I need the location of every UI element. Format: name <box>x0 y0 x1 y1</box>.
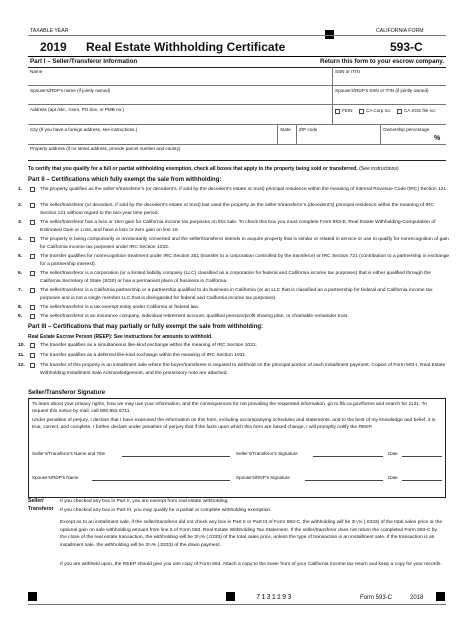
registration-mark-bottom-center <box>226 592 235 601</box>
ownership-field[interactable] <box>383 133 433 143</box>
spouse-ssn-label: Spouse’s/RDP’s SSN or ITIN (if jointly owned) <box>335 88 429 93</box>
certification-checkbox[interactable] <box>30 363 35 368</box>
part3-heading: Part III – Certifications that may partially or fully exempt the sale from withholding: <box>28 324 264 330</box>
item-text: The transfer qualifies as a simultaneous like-kind exchange within the meaning of IRC Section 1031. <box>40 343 257 348</box>
certification-checkbox[interactable] <box>30 220 35 225</box>
item-text: The seller/transferor is a California partnership or a partnership qualified to do business in California (or an LLC that is classified as a partnership for federal and California income tax purposes and is not a single member LLC that is disregarded for federal and California income tax purposes). <box>40 288 433 301</box>
col-divider <box>332 67 333 124</box>
item-number: 2. <box>18 203 23 208</box>
address-label: Address (apt./ste., room, PO box, or PMB no.) <box>30 107 124 112</box>
percent-sign: % <box>434 135 441 142</box>
certify-note-see: (See instructions) <box>359 166 399 172</box>
reep-note: Real Estate Escrow Person (REEP): See instructions for amounts to withhold. <box>28 334 213 340</box>
row-divider <box>28 124 446 125</box>
part2-heading: Part II – Certifications which fully exempt the sale from withholding: <box>28 177 222 183</box>
part1-heading: Part I – Seller/Transferor Information <box>30 58 138 65</box>
side-label-transferor: Transferor <box>28 506 54 512</box>
certification-checkbox[interactable] <box>30 187 35 192</box>
certification-item-5 <box>18 253 450 268</box>
spouse-name-sig-label: Spouse’s/RDP’s Name <box>32 475 79 480</box>
spouse-signature-label: Spouse’s/RDP’s Signature <box>236 475 290 480</box>
item-text: The seller/transferor has a loss or zero gain for California income tax purposes on this sale. To check this box you must complete Form 593-E, Real Estate Withholding-Computation of Estimated Gain or Loss, and have a loss or zero gain on line 16. <box>40 220 436 233</box>
certification-checkbox[interactable] <box>30 314 35 319</box>
certification-item-10 <box>18 342 450 350</box>
spouse-name-sig-field[interactable] <box>92 480 230 481</box>
ssn-field[interactable] <box>335 75 443 84</box>
taxable-year-label: TAXABLE YEAR <box>30 28 69 34</box>
item-number: 5. <box>18 254 23 259</box>
item-text: The property is being compulsorily or involuntarily converted and the seller/transferor intends to acquire property that is similar or related in service or use to qualify for nonrecognition of gain for California income tax purposes under IRC Section 1033. <box>40 237 449 250</box>
property-address-label: Property address (if no street address, provide parcel number and county) <box>30 146 181 151</box>
fein-checkbox[interactable] <box>335 109 340 114</box>
form-title: Real Estate Withholding Certificate <box>86 40 286 54</box>
item-text: The property qualifies as the seller’s/transferor’s (or decedent’s, if sold by the decedent’s estate or trust) principal residence within the meaning of Internal Revenue Code (IRC) Section 121. <box>40 187 448 192</box>
certification-checkbox[interactable] <box>30 254 35 259</box>
state-label: State <box>280 127 291 132</box>
zip-label: ZIP code <box>299 127 318 132</box>
certification-checkbox[interactable] <box>30 237 35 242</box>
item-number: 7. <box>18 288 23 293</box>
ownership-label: Ownership percentage <box>383 127 430 132</box>
row-divider <box>28 104 446 105</box>
item-text: The seller/transferor (or decedent, if sold by the decedent’s estate or trust) last used the property as the seller’s/transferor’s (decedent’s) principal residence within the meaning of IRC Section 121 without regard to the two-year time period. <box>40 203 434 216</box>
certification-checkbox[interactable] <box>30 343 35 348</box>
item-number: 3. <box>18 220 23 225</box>
spouse-name-label: Spouse’s/RDP’s name (if jointly owned) <box>30 88 111 93</box>
seller-signature-label: Seller’s/Transferor’s Signature <box>236 451 298 456</box>
item-text: The transfer qualifies for nonrecognition treatment under IRC Section 351 (transfer to a corporation controlled by the transferor) or IRC Section 721 (contribution to a partnership in exchange for a partnership interest). <box>40 254 450 267</box>
certification-item-6 <box>18 270 450 285</box>
certify-note-text: To certify that you qualify for a full or partial withholding exemption, check all boxes that apply to the property being sold or transferred. <box>28 166 358 172</box>
certification-item-2 <box>18 202 450 217</box>
instruction-paragraph-1: If you checked any box in Part II, you are exempt from real estate withholding. <box>60 499 229 504</box>
seller-name-title-label: Seller’s/Transferor’s Name and Title <box>32 451 106 456</box>
certification-checkbox[interactable] <box>30 305 35 310</box>
footer-form-label: Form 593-C <box>360 595 393 601</box>
certification-checkbox[interactable] <box>30 271 35 276</box>
barcode-number: 7131193 <box>256 594 293 602</box>
col-divider <box>380 124 381 144</box>
property-address-field[interactable] <box>30 151 442 158</box>
item-number: 10. <box>18 343 25 348</box>
name-label: Name <box>30 69 43 74</box>
item-number: 6. <box>18 271 23 276</box>
ca-corp-label: CA Corp no. <box>366 108 392 113</box>
date-field[interactable] <box>402 480 442 481</box>
certification-item-3 <box>18 219 450 234</box>
item-number: 12. <box>18 363 25 368</box>
item-text: The seller/transferor is a tax-exempt entity under California or federal law. <box>40 305 200 310</box>
certify-note <box>28 166 448 172</box>
certification-item-7 <box>18 287 450 302</box>
certification-item-9 <box>18 313 450 321</box>
certification-checkbox[interactable] <box>30 288 35 293</box>
seller-signature-field[interactable] <box>313 456 383 457</box>
state-field[interactable] <box>279 133 295 143</box>
row-divider <box>28 85 446 86</box>
form-number: 593-C <box>390 40 423 54</box>
certification-checkbox[interactable] <box>30 353 35 358</box>
privacy-text: To learn about your privacy rights, how we may use your information, and the consequences for not providing the requested information, go to ftb.ca.gov/forms and search for 1131. To request this notice by mail, call 800.852.5711. <box>32 402 427 415</box>
date-label: Date <box>388 451 398 456</box>
date-field[interactable] <box>402 456 442 457</box>
certification-item-8 <box>18 304 450 312</box>
date-label: Date <box>388 475 398 480</box>
certification-item-4 <box>18 236 450 251</box>
form-label: CALIFORNIA FORM <box>376 28 424 34</box>
instruction-paragraph-3: Except as to an installment sale, if the seller/transferor did not check any box in Part II or Part III of Form 593-C, the withholding will be 3ⁱ⁄₃% (.0333) of the total sales price or the optional gain on sale withholding amount from line 5 of Form 593, Real Estate Withholding Tax Statement. If the seller/transferor does not return the completed Form 593-C by the close of the real estate transaction, the withholding will be 3ⁱ⁄₃% (.0333) of the total sales price, unless the type of transaction is an installment sale. If the transaction is an installment sale, the withholding will be 3ⁱ⁄₃% (.0333) of the down payment. <box>60 520 443 548</box>
item-number: 11. <box>18 353 25 358</box>
item-text: The transfer qualifies as a deferred like-kind exchange within the meaning of IRC Section 1031. <box>40 353 247 358</box>
spouse-signature-field[interactable] <box>305 480 383 481</box>
registration-mark-bottom-right <box>436 592 445 601</box>
spouse-ssn-field[interactable] <box>335 94 443 103</box>
return-note: Return this form to your escrow company. <box>320 58 444 65</box>
item-number: 1. <box>18 187 23 192</box>
instruction-paragraph-2: If you checked any box in Part III, you may qualify for a partial or complete withholding exemption. <box>60 508 272 513</box>
ssn-label: SSN or ITIN <box>335 69 360 74</box>
address-field[interactable] <box>30 113 330 123</box>
col-divider <box>277 124 278 144</box>
footer-rule <box>28 604 446 605</box>
item-text: The transfer of this property is an installment sale where the buyer/transferee is required to withhold on the principal portion of each installment payment. Copies of Form 593-I, Real Estate Withholding Installment Sale Acknowledgement, and the promissory note are attached. <box>40 363 446 376</box>
certification-item-1 <box>18 186 450 194</box>
footer-year: 2018 <box>410 595 424 601</box>
ca-sos-label: CA SOS file no. <box>404 108 436 113</box>
signature-heading: Seller/Transferor Signature <box>28 390 106 396</box>
item-number: 9. <box>18 314 23 319</box>
header-rule <box>28 56 446 57</box>
tax-year: 2019 <box>40 40 67 54</box>
instruction-paragraph-4: If you are withheld upon, the REEP should give you one copy of Form 593. Attach a copy to the lower front of your California income tax return and keep a copy for your records. <box>60 562 442 567</box>
header-top-rule <box>28 35 446 36</box>
zip-field[interactable] <box>299 133 379 143</box>
perjury-text: Under penalties of perjury, I declare that I have examined the information on this form, including accompanying schedules and statements, and to the best of my knowledge and belief, it is true, correct, and complete. I further declare under penalties of perjury that if the facts upon which this form are based change, I will promptly notify the REEP. <box>32 418 436 431</box>
row-divider <box>28 144 446 145</box>
col-divider <box>296 124 297 144</box>
item-number: 8. <box>18 305 23 310</box>
name-field[interactable] <box>30 75 330 84</box>
fein-label: FEIN <box>342 108 353 113</box>
certification-item-11 <box>18 352 450 360</box>
city-field[interactable] <box>30 133 275 143</box>
ca-sos-checkbox[interactable] <box>397 109 402 114</box>
certification-checkbox[interactable] <box>30 203 35 208</box>
item-text: The seller/transferor is an insurance company, individual retirement account, qualified pension/profit sharing plan, or charitable remainder trust. <box>40 314 349 319</box>
seller-name-title-field[interactable] <box>122 456 230 457</box>
item-text: The seller/transferor is a corporation (or a limited liability company (LLC) classified as a corporation for federal and California income tax purposes) that is either qualified through the California Secretary of State (SOS) or has a permanent place of business in California. <box>40 271 431 284</box>
side-label-seller: Seller/ <box>28 498 44 504</box>
city-label: City (If you have a foreign address, see instructions.) <box>30 127 138 132</box>
certification-item-12 <box>18 362 450 377</box>
item-number: 4. <box>18 237 23 242</box>
spouse-name-field[interactable] <box>30 94 330 103</box>
ca-corp-checkbox[interactable] <box>359 109 364 114</box>
registration-mark-bottom-left <box>28 592 37 601</box>
